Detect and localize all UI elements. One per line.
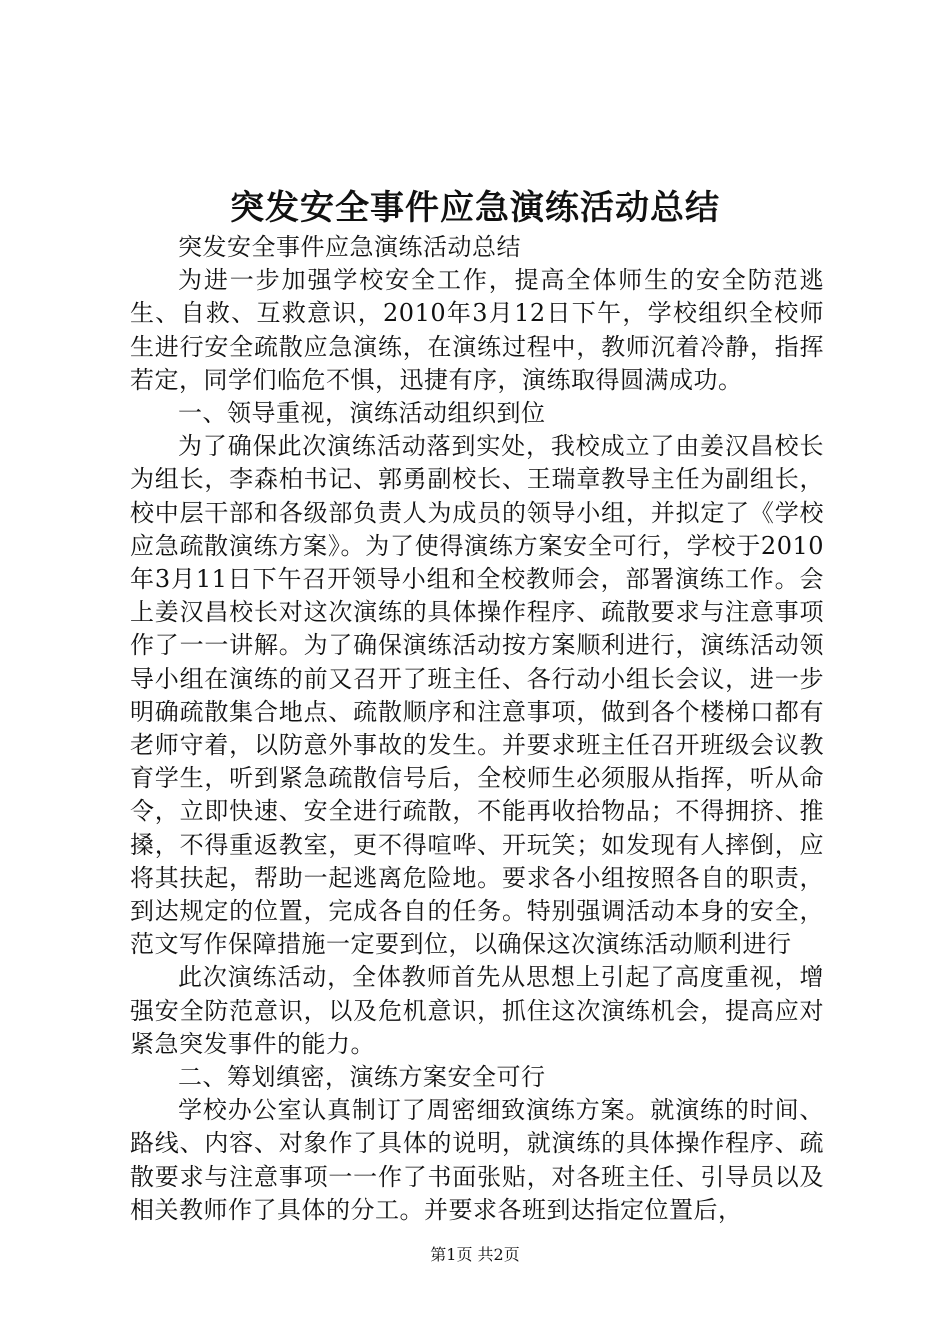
page-footer: 第1页 共2页	[430, 1245, 520, 1264]
paragraph-leadership: 为了确保此次演练活动落到实处，我校成立了由姜汉昌校长为组长，李森柏书记、郭勇副校长、王瑞章教导主任为副组长，校中层干部和各级部负责人为成员的领导小组，并拟定了《学校应急疏散演练方案》。为了使得演练方案安全可行，学校于2010年3月11日下午召开领导小组和全校教师会，部署演练工作。会上姜汉昌校长对这次演练的具体操作程序、疏散要求与注意事项作了一一讲解。为了确保演练活动按方案顺利进行，演练活动领导小组在演练的前又召开了班主任、各行动小组长会议，进一步明确疏散集合地点、疏散顺序和注意事项，做到各个楼梯口都有老师守着，以防意外事故的发生。并要求班主任召开班级会议教育学生，听到紧急疏散信号后，全校师生必须服从指挥，听从命令，立即快速、安全进行疏散，不能再收拾物品；不得拥挤、推搡，不得重返教室，更不得喧哗、开玩笑；如发现有人摔倒，应将其扶起，帮助一起逃离危险地。要求各小组按照各自的职责，到达规定的位置，完成各自的任务。特别强调活动本身的安全，范文写作保障措施一定要到位，以确保这次演练活动顺利进行	[130, 432, 824, 959]
paragraph-subtitle: 突发安全事件应急演练活动总结	[178, 233, 521, 261]
paragraph-intro: 为进一步加强学校安全工作，提高全体师生的安全防范逃生、自救、互救意识，2010年3月12日下午，学校组织全校师生进行安全疏散应急演练，在演练过程中，教师沉着冷静，指挥若定，同学们临危不惧，迅捷有序，演练取得圆满成功。	[130, 266, 824, 394]
section-heading-1: 一、领导重视，演练活动组织到位	[178, 399, 546, 428]
document-title: 突发安全事件应急演练活动总结	[230, 188, 720, 228]
section-heading-2: 二、筹划缜密，演练方案安全可行	[178, 1063, 546, 1092]
paragraph-teachers: 此次演练活动，全体教师首先从思想上引起了高度重视，增强安全防范意识，以及危机意识，抓住这次演练机会，提高应对紧急突发事件的能力。	[130, 963, 824, 1058]
document-body	[130, 231, 824, 1227]
paragraph-plan: 学校办公室认真制订了周密细致演练方案。就演练的时间、路线、内容、对象作了具体的说明，就演练的具体操作程序、疏散要求与注意事项一一作了书面张贴，对各班主任、引导员以及相关教师作了具体的分工。并要求各班到达指定位置后，	[130, 1096, 824, 1224]
